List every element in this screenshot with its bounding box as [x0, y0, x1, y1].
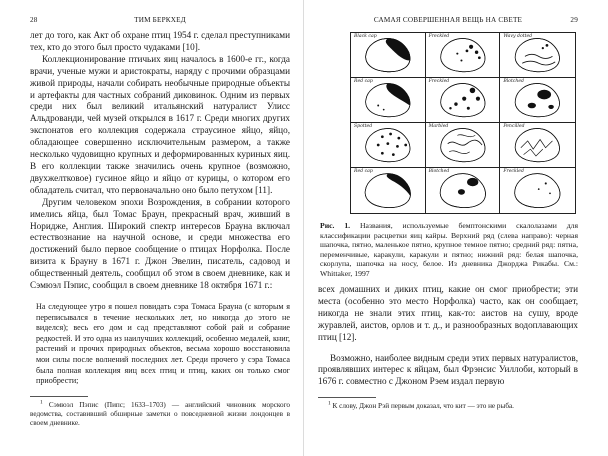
egg-illustration [426, 78, 500, 122]
paragraph: Коллекционирование птичьих яиц началось в 1600-е гг., когда врачи, ученые мужи и аристократы, наряду с прочими образцами живой природы, начали собирать необычные природные объекты и артефакты для частных собраний диковинок. Одним из первых среди них был великий итальянский натуралист Улисс Альдрованди, чей музей открылся в 1617 г. Среди многих других экспонатов его коллекция содержала страусиное яйцо, яйцо, обладающее совершенно исключительным размером, а также несколько чудовищно крупных и деформированных куриных яиц. В его коллекции также значились очень крупное (возможно, двухжелтковое) гусиное яйцо и яйцо от курицы, о котором его обладатель считал, что первоначально оно было петухом [11]. [30, 53, 290, 195]
right-footnote [318, 402, 578, 411]
figure-caption [320, 221, 578, 278]
egg-cell [500, 33, 575, 78]
paragraph [30, 197, 290, 292]
egg-cell [351, 123, 426, 168]
egg-cell [500, 168, 575, 213]
right-running-title: САМАЯ СОВЕРШЕННАЯ ВЕЩЬ НА СВЕТЕ [373, 16, 523, 24]
egg-illustration [500, 168, 575, 213]
egg-illustration [426, 33, 500, 77]
left-running-head [30, 16, 290, 28]
egg-illustration [351, 168, 425, 213]
egg-label: Spotted [354, 124, 373, 129]
egg-cell [426, 123, 501, 168]
egg-illustration [500, 33, 575, 77]
egg-label: Wavy dotted [503, 34, 533, 39]
egg-label: Red cap [354, 169, 373, 174]
left-running-title: ТИМ БЕРКХЕД [134, 16, 186, 24]
left-footnote [30, 401, 290, 428]
paragraph: всех домашних и диких птиц, какие он смог приобрести; эти места (особенно это место Норфолка) часто, как он сообщает, никогда не знали этих птиц, как-то: аистов на сушу, вроде журавлей, аистов, орлов и т. д., и разнообразных водоплавающих птиц [12]. [318, 284, 578, 342]
footnote-text: К слову, Джон Рэй первым доказал, что кит — это не рыба. [332, 402, 514, 411]
egg-label: Blotched [428, 169, 450, 174]
egg-illustration [351, 123, 425, 167]
left-page-number: 28 [30, 16, 38, 24]
paragraph-text: Другим человеком эпохи Возрождения, в собрании которого имелись яйца, был Томас Браун, прекрасный врач, живший в Норидже, Англия. Широкий спектр интересов Брауна включал естествознание на научной основе, и среди множества его достижений было первое сообщение о птицах Норфолка. После визита к Брауну в 1671 г. Джон Эвелин, писатель, садовод и общественный деятель, сообщил об этом в своем дневнике, как и Сэмюэл Пэпис, сообщил в своем дневнике 18 октября 1671 г.: [30, 196, 290, 291]
egg-cell [500, 78, 575, 123]
paragraph [318, 353, 578, 389]
egg-cell [351, 78, 426, 123]
egg-label: Blotched [503, 79, 524, 84]
egg-cell [426, 168, 501, 213]
egg-illustration [426, 123, 500, 167]
egg-label: Freckled [428, 79, 450, 84]
egg-cell [426, 78, 501, 123]
right-page-number: 29 [570, 16, 578, 24]
footnote-mark: 1 [328, 400, 331, 407]
egg-cell [500, 123, 575, 168]
footnote-rule [318, 397, 376, 398]
egg-illustration [500, 123, 575, 167]
right-running-head [318, 16, 578, 28]
egg-label: Red cap [354, 79, 373, 84]
egg-illustration [351, 78, 425, 122]
egg-illustration [351, 33, 425, 77]
egg-cell [426, 33, 501, 78]
right-page [304, 0, 608, 456]
paragraph-text: Возможно, наиболее видным среди этих первых натуралистов, проявлявших интерес к яйцам, был Фрэнсис Уиллоби, который в 1676 г. совместно с Джоном Рэем издал первую [318, 352, 578, 387]
egg-cell [351, 33, 426, 78]
footnote-rule [30, 396, 88, 397]
egg-label: Pencilled [503, 124, 525, 129]
egg-pattern-figure [350, 32, 576, 214]
block-quote [36, 302, 290, 387]
egg-label: Marbled [428, 124, 449, 129]
egg-label: Freckled [503, 169, 524, 174]
egg-label: Freckled [428, 34, 450, 39]
right-body-text [318, 284, 578, 388]
caption-text: Названия, используемые бемптонскими скалолазами для классификации расцветки яиц кайры. Верхний ряд (слева направо): черная шапочка, пятно, маленькое пятно, крупное темное пятно; средний ряд: пятна, переменчивые, каракули, каракули и пятно; нижний ряд: белая шапочка, скорлупа, шапочка на носу, белое. Из дневника Джорджа Рикабы. См.: Whittaker, 1997 [320, 221, 579, 278]
quote-text: На следующее утро я пошел повидать сэра Томаса Брауна (с которым я переписывался в течение нескольких лет, но никогда до этого не виделся); весь его дом и сад представляют собой рай и собрание редкостей. И это одна из наилучших коллекций, особенно медалей, книг, растений и прочих природных объектов, весьма хорошо восстановила мои силы после волнений последних лет. Среди прочего у сэра Томаса была полная коллекция яиц всех птиц и птиц, каких он только смог приобрести; [36, 301, 290, 386]
caption-prefix: Рис. 1. [320, 221, 351, 230]
egg-illustration [426, 168, 500, 213]
left-body-text [30, 30, 290, 292]
footnote-text: Сэмюэл Пэпис (Пипс; 1633–1703) — английский чиновник морского ведомства, составивший обширные заметки о повседневной жизни лондонцев в своем дневнике. [30, 400, 290, 427]
footnote-mark: 1 [40, 399, 43, 406]
egg-label: Black cap [354, 34, 377, 39]
paragraph: лет до того, как Акт об охране птиц 1954 г. сделал преступниками тех, кто до этого был просто чудаками [10]. [30, 30, 290, 52]
egg-illustration [500, 78, 575, 122]
egg-cell [351, 168, 426, 213]
